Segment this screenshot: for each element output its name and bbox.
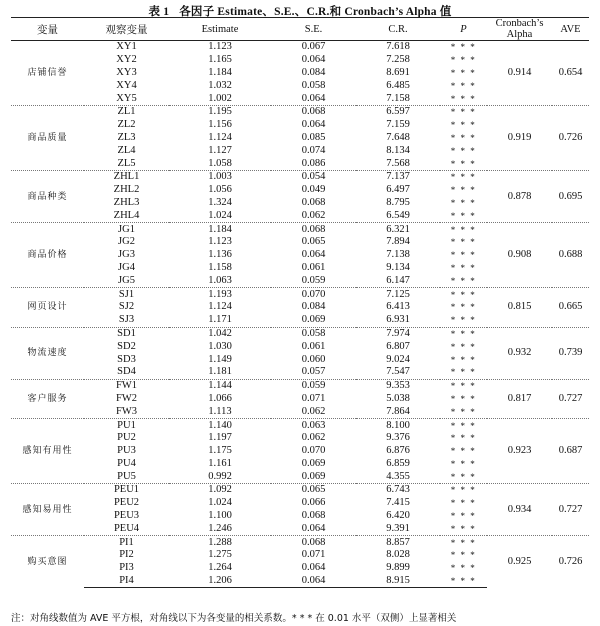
cr-cell: 6.413 — [386, 301, 410, 313]
se-cell: 0.064 — [301, 54, 326, 66]
estimate-cell: 1.206 — [169, 575, 271, 588]
se-cell: 0.084 — [301, 66, 326, 78]
estimate-cell: 1.158 — [208, 261, 232, 273]
se-cell: 0.071 — [301, 392, 326, 404]
observed-variable: ZHL3 — [113, 196, 140, 208]
p-cell: * * * — [450, 185, 477, 196]
variable-name: 购买意图 — [27, 557, 68, 568]
results-table — [11, 17, 589, 588]
observed-variable: PU1 — [117, 419, 136, 431]
estimate-cell: 1.024 — [208, 497, 232, 509]
se-cell: 0.066 — [301, 497, 326, 509]
alpha-cell: 0.878 — [487, 170, 552, 222]
observed-variable: PEU2 — [113, 497, 140, 509]
alpha-cell: 0.934 — [487, 484, 552, 536]
cr-cell: 5.038 — [386, 392, 410, 404]
cr-cell: 8.795 — [386, 196, 410, 208]
observed-variable: ZHL4 — [84, 209, 169, 222]
p-cell: * * * — [440, 575, 487, 588]
observed-variable: SD2 — [117, 340, 136, 352]
cr-cell: 8.100 — [386, 419, 410, 431]
se-cell: 0.057 — [271, 366, 356, 379]
se-cell: 0.064 — [301, 562, 326, 574]
ave-cell: 0.687 — [552, 419, 589, 484]
cr-cell: 7.125 — [386, 288, 410, 300]
variable-name: 商品价格 — [11, 223, 84, 288]
estimate-cell: 1.123 — [208, 41, 232, 53]
observed-variable: PEU4 — [84, 522, 169, 535]
p-cell: * * * — [450, 42, 477, 53]
cr-cell: 8.915 — [356, 575, 440, 588]
ave-cell: 0.665 — [552, 288, 589, 327]
ave-cell: 0.739 — [552, 327, 589, 379]
estimate-cell: 1.113 — [169, 405, 271, 418]
cr-cell: 7.258 — [386, 54, 410, 66]
cr-cell: 9.391 — [356, 522, 440, 535]
p-cell: * * * — [450, 550, 477, 561]
se-cell: 0.085 — [301, 131, 326, 143]
estimate-cell: 1.056 — [208, 184, 232, 196]
estimate-cell: 1.288 — [208, 536, 232, 548]
p-cell: * * * — [440, 470, 487, 483]
p-cell: * * * — [450, 145, 477, 156]
table-row — [11, 484, 589, 497]
estimate-cell: 1.024 — [169, 209, 271, 222]
estimate-cell: 1.197 — [208, 432, 232, 444]
p-cell: * * * — [450, 393, 477, 404]
se-cell: 0.065 — [301, 236, 326, 248]
p-cell: * * * — [450, 132, 477, 143]
cr-cell: 7.894 — [386, 236, 410, 248]
cr-cell: 6.597 — [386, 106, 410, 118]
observed-variable: FW2 — [116, 392, 137, 404]
p-cell: * * * — [450, 55, 477, 66]
estimate-cell: 1.032 — [208, 79, 232, 91]
variable-name: 物流速度 — [11, 327, 84, 379]
table-row — [11, 105, 589, 118]
cr-cell: 7.618 — [386, 41, 410, 53]
ave-cell: 0.688 — [552, 223, 589, 288]
table-caption: 各因子 Estimate、S.E.、C.R.和 Cronbach’s Alpha 值 — [179, 6, 452, 18]
observed-variable: ZL3 — [117, 131, 136, 143]
estimate-cell: 1.324 — [208, 196, 232, 208]
estimate-cell: 1.124 — [208, 131, 232, 143]
estimate-cell: 1.175 — [208, 445, 232, 457]
p-cell: * * * — [450, 537, 477, 548]
observed-variable: PI2 — [119, 549, 134, 561]
table-body — [11, 41, 589, 588]
estimate-cell: 0.992 — [169, 470, 271, 483]
p-cell: * * * — [450, 485, 477, 496]
observed-variable: SD4 — [84, 366, 169, 379]
observed-variable: SJ2 — [118, 301, 135, 313]
observed-variable: ZL5 — [84, 157, 169, 170]
se-cell: 0.069 — [271, 314, 356, 327]
p-cell: * * * — [450, 381, 477, 392]
ave-cell: 0.727 — [552, 379, 589, 418]
p-cell: * * * — [450, 511, 477, 522]
p-cell: * * * — [450, 67, 477, 78]
estimate-cell: 1.124 — [208, 301, 232, 313]
observed-variable: SJ1 — [118, 288, 135, 300]
se-cell: 0.062 — [271, 209, 356, 222]
observed-variable: PI4 — [84, 575, 169, 588]
p-cell: * * * — [450, 498, 477, 509]
estimate-cell: 1.136 — [208, 249, 232, 261]
cr-cell: 9.353 — [386, 380, 410, 392]
observed-variable: ZL2 — [117, 119, 136, 131]
estimate-cell: 1.171 — [169, 314, 271, 327]
se-cell: 0.061 — [301, 340, 326, 352]
cr-cell: 6.743 — [386, 484, 410, 496]
estimate-cell: 1.058 — [169, 157, 271, 170]
observed-variable: XY4 — [116, 79, 137, 91]
se-cell: 0.064 — [301, 249, 326, 261]
observed-variable: SJ3 — [84, 314, 169, 327]
cr-cell: 7.547 — [356, 366, 440, 379]
p-cell: * * * — [440, 209, 487, 222]
p-cell: * * * — [450, 341, 477, 352]
p-cell: * * * — [450, 197, 477, 208]
p-cell: * * * — [450, 80, 477, 91]
observed-variable: SD3 — [117, 353, 136, 365]
estimate-cell: 1.165 — [208, 54, 232, 66]
observed-variable: ZL4 — [117, 144, 136, 156]
p-cell: * * * — [450, 107, 477, 118]
cr-cell: 6.859 — [386, 457, 410, 469]
se-cell: 0.067 — [301, 41, 326, 53]
estimate-cell: 1.149 — [208, 353, 232, 365]
se-cell: 0.058 — [301, 327, 326, 339]
cr-cell: 7.138 — [386, 249, 410, 261]
table-row — [11, 170, 589, 183]
cr-cell: 6.485 — [386, 79, 410, 91]
se-cell: 0.071 — [301, 549, 326, 561]
table-row — [11, 41, 589, 54]
se-cell: 0.063 — [301, 419, 326, 431]
cr-cell: 9.899 — [386, 562, 410, 574]
cr-cell: 6.876 — [386, 445, 410, 457]
estimate-cell: 1.042 — [208, 327, 232, 339]
p-cell: * * * — [450, 262, 477, 273]
p-cell: * * * — [450, 563, 477, 574]
cr-cell: 7.568 — [356, 157, 440, 170]
cr-cell: 9.376 — [386, 432, 410, 444]
estimate-cell: 1.144 — [208, 380, 232, 392]
observed-variable: PU2 — [117, 432, 136, 444]
se-cell: 0.068 — [301, 106, 326, 118]
p-cell: * * * — [440, 157, 487, 170]
estimate-cell: 1.002 — [169, 92, 271, 105]
alpha-cell: 0.817 — [487, 379, 552, 418]
observed-variable: XY5 — [84, 92, 169, 105]
variable-name: 商品种类 — [11, 170, 84, 222]
cr-cell: 9.134 — [386, 261, 410, 273]
estimate-cell: 1.264 — [208, 562, 232, 574]
estimate-cell: 1.030 — [208, 340, 232, 352]
estimate-cell: 1.246 — [169, 522, 271, 535]
alpha-cell: 0.815 — [487, 288, 552, 327]
observed-variable: PU5 — [84, 470, 169, 483]
p-cell: * * * — [450, 172, 477, 183]
table-number: 表 1 — [148, 6, 170, 18]
cr-cell: 6.931 — [356, 314, 440, 327]
header-row — [11, 18, 589, 41]
variable-name: 客户服务 — [11, 379, 84, 418]
alpha-cell: 0.925 — [507, 556, 532, 568]
se-cell: 0.049 — [301, 184, 326, 196]
se-cell: 0.058 — [301, 79, 326, 91]
se-cell: 0.064 — [271, 522, 356, 535]
observed-variable: JG5 — [84, 274, 169, 287]
estimate-cell: 1.184 — [208, 66, 232, 78]
observed-variable: JG1 — [118, 223, 135, 235]
p-cell: * * * — [450, 433, 477, 444]
alpha-cell: 0.908 — [487, 223, 552, 288]
ave-cell: 0.727 — [552, 484, 589, 536]
table-row — [11, 536, 589, 549]
estimate-cell: 1.100 — [208, 510, 232, 522]
header-ave: AVE — [552, 18, 589, 41]
alpha-cell: 0.932 — [487, 327, 552, 379]
se-cell: 0.070 — [301, 288, 326, 300]
cr-cell: 7.158 — [356, 92, 440, 105]
observed-variable: FW1 — [116, 380, 137, 392]
se-cell: 0.064 — [271, 92, 356, 105]
table-row — [11, 288, 589, 301]
observed-variable: PI3 — [119, 562, 134, 574]
observed-variable: JG3 — [118, 249, 135, 261]
p-cell: * * * — [450, 250, 477, 261]
se-cell: 0.070 — [301, 445, 326, 457]
estimate-cell: 1.193 — [208, 288, 232, 300]
p-cell: * * * — [450, 120, 477, 131]
estimate-cell: 1.003 — [208, 171, 232, 183]
header-estimate: Estimate — [169, 18, 271, 41]
se-cell: 0.064 — [301, 119, 326, 131]
se-cell: 0.059 — [271, 274, 356, 287]
cr-cell: 6.497 — [386, 184, 410, 196]
observed-variable: FW3 — [84, 405, 169, 418]
p-cell: * * * — [450, 289, 477, 300]
observed-variable: PI1 — [119, 536, 134, 548]
cr-cell: 6.549 — [356, 209, 440, 222]
header-p: P — [440, 18, 487, 41]
observed-variable: ZHL2 — [113, 184, 140, 196]
observed-variable: XY2 — [116, 54, 137, 66]
cr-cell: 8.134 — [386, 144, 410, 156]
variable-name: 感知易用性 — [11, 484, 84, 536]
header-alpha: Cronbach’s Alpha — [487, 18, 552, 41]
estimate-cell: 1.156 — [208, 119, 232, 131]
cr-cell: 7.137 — [386, 171, 410, 183]
se-cell: 0.068 — [301, 510, 326, 522]
observed-variable: PEU3 — [113, 510, 140, 522]
cr-cell: 7.648 — [386, 131, 410, 143]
estimate-cell: 1.092 — [208, 484, 232, 496]
se-cell: 0.061 — [301, 261, 326, 273]
p-cell: * * * — [450, 458, 477, 469]
observed-variable: XY3 — [116, 66, 137, 78]
estimate-cell: 1.066 — [208, 392, 232, 404]
cr-cell: 6.420 — [386, 510, 410, 522]
variable-name: 感知有用性 — [11, 419, 84, 484]
p-cell: * * * — [450, 354, 477, 365]
table-row — [11, 379, 589, 392]
p-cell: * * * — [440, 405, 487, 418]
cr-cell: 6.807 — [386, 340, 410, 352]
estimate-cell: 1.181 — [169, 366, 271, 379]
se-cell: 0.069 — [271, 470, 356, 483]
estimate-cell: 1.275 — [208, 549, 232, 561]
variable-name: 网页设计 — [11, 288, 84, 327]
observed-variable: PEU1 — [113, 484, 140, 496]
estimate-cell: 1.063 — [169, 274, 271, 287]
observed-variable: ZHL1 — [113, 171, 140, 183]
se-cell: 0.054 — [301, 171, 326, 183]
se-cell: 0.068 — [301, 536, 326, 548]
header-cr: C.R. — [356, 18, 440, 41]
observed-variable: JG2 — [118, 236, 135, 248]
cr-cell: 6.321 — [386, 223, 410, 235]
se-cell: 0.084 — [301, 301, 326, 313]
cr-cell: 8.028 — [386, 549, 410, 561]
observed-variable: ZL1 — [117, 106, 136, 118]
table-note: 注：对角线数值为 AVE 平方根，对角线以下为各变量的相关系数。* * * 在 0.01 水平（双侧）上显著相关 — [11, 613, 457, 624]
p-cell: * * * — [440, 314, 487, 327]
estimate-cell: 1.127 — [208, 144, 232, 156]
se-cell: 0.060 — [301, 353, 326, 365]
cr-cell: 7.864 — [356, 405, 440, 418]
cr-cell: 6.147 — [356, 274, 440, 287]
se-cell: 0.068 — [301, 223, 326, 235]
table-row — [11, 419, 589, 432]
observed-variable: PU3 — [117, 445, 136, 457]
p-cell: * * * — [440, 366, 487, 379]
cr-cell: 4.355 — [356, 470, 440, 483]
p-cell: * * * — [450, 224, 477, 235]
alpha-cell: 0.914 — [487, 41, 552, 106]
p-cell: * * * — [450, 328, 477, 339]
variable-name: 店铺信誉 — [11, 41, 84, 106]
ave-cell: 0.726 — [558, 556, 583, 568]
cr-cell: 7.159 — [386, 119, 410, 131]
cr-cell: 9.024 — [386, 353, 410, 365]
se-cell: 0.086 — [271, 157, 356, 170]
se-cell: 0.069 — [301, 457, 326, 469]
estimate-cell: 1.161 — [208, 457, 232, 469]
se-cell: 0.062 — [301, 432, 326, 444]
p-cell: * * * — [450, 420, 477, 431]
estimate-cell: 1.140 — [208, 419, 232, 431]
ave-cell: 0.654 — [552, 41, 589, 106]
observed-variable: PU4 — [117, 457, 136, 469]
header-variable: 变量 — [11, 18, 84, 41]
cr-cell: 7.974 — [386, 327, 410, 339]
p-cell: * * * — [450, 446, 477, 457]
observed-variable: JG4 — [118, 261, 135, 273]
table-row — [11, 223, 589, 236]
p-cell: * * * — [450, 237, 477, 248]
p-cell: * * * — [440, 92, 487, 105]
header-observed: 观察变量 — [84, 18, 169, 41]
ave-cell: 0.695 — [552, 170, 589, 222]
observed-variable: SD1 — [117, 327, 136, 339]
ave-cell: 0.726 — [552, 105, 589, 170]
se-cell: 0.074 — [301, 144, 326, 156]
p-cell: * * * — [440, 522, 487, 535]
variable-name: 商品质量 — [11, 105, 84, 170]
se-cell: 0.064 — [271, 575, 356, 588]
estimate-cell: 1.195 — [208, 106, 232, 118]
se-cell: 0.065 — [301, 484, 326, 496]
cr-cell: 8.691 — [386, 66, 410, 78]
se-cell: 0.062 — [271, 405, 356, 418]
se-cell: 0.068 — [301, 196, 326, 208]
estimate-cell: 1.184 — [208, 223, 232, 235]
p-cell: * * * — [450, 302, 477, 313]
cr-cell: 7.415 — [386, 497, 410, 509]
observed-variable: XY1 — [116, 41, 137, 53]
header-se: S.E. — [271, 18, 356, 41]
se-cell: 0.059 — [301, 380, 326, 392]
p-cell: * * * — [440, 274, 487, 287]
estimate-cell: 1.123 — [208, 236, 232, 248]
cr-cell: 8.857 — [386, 536, 410, 548]
table-row — [11, 327, 589, 340]
alpha-cell: 0.919 — [487, 105, 552, 170]
alpha-cell: 0.923 — [487, 419, 552, 484]
